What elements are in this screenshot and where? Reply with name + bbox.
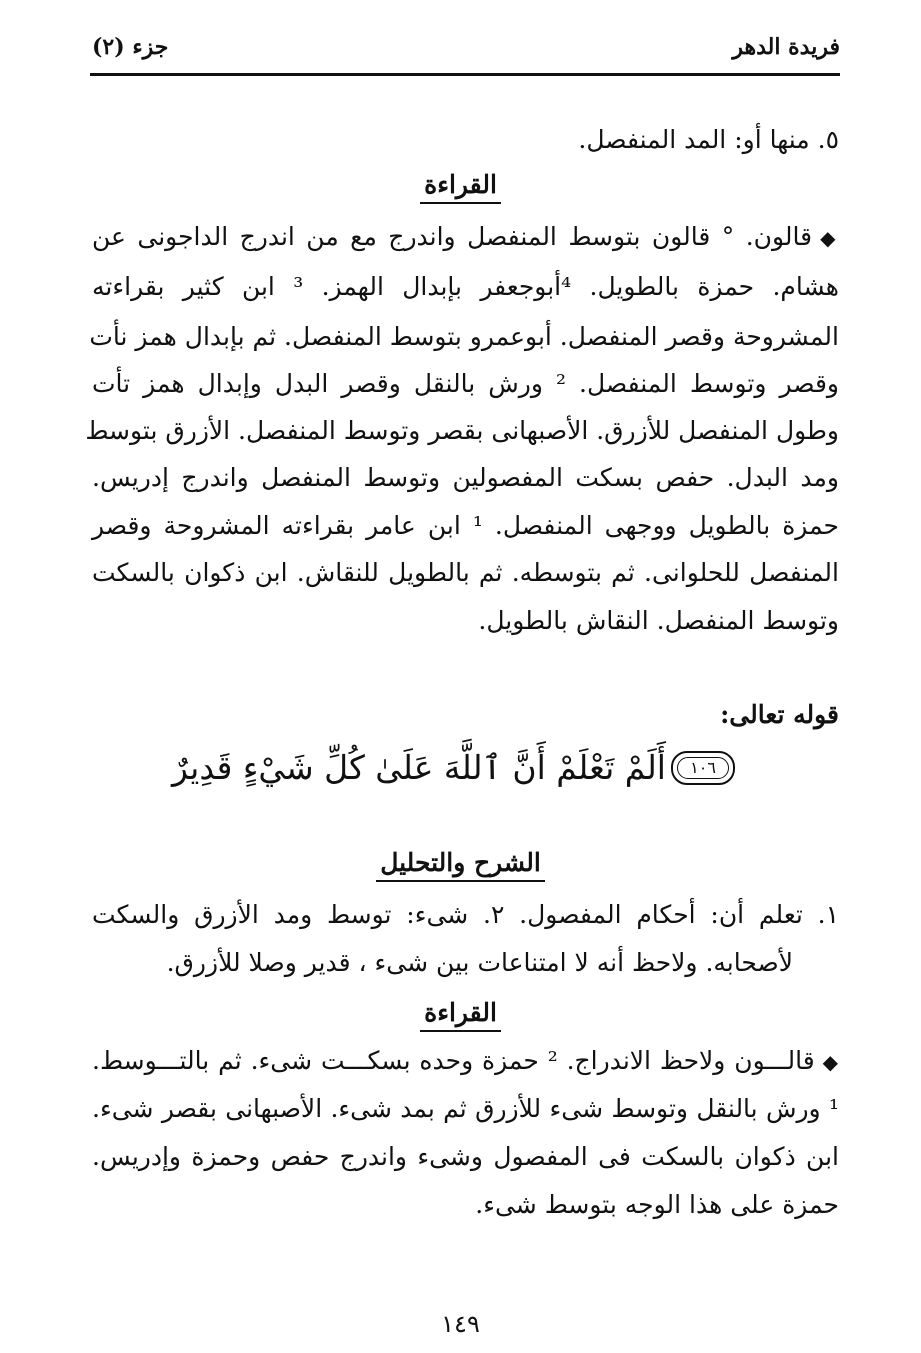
qiraa2-line-1: [92, 1046, 839, 1075]
sharh-line-1: ١. تعلم أن: أحكام المفصول. ٢. شىء: توسط ومد الأزرق والسكت: [92, 900, 839, 929]
qiraa1-line-4: وقصر وتوسط المنفصل. ² ورش بالنقل وقصر البدل وإبدال همز تأت: [92, 369, 839, 398]
item-5-line: ٥. منها أو: المد المنفصل.: [578, 125, 839, 154]
qiraa1-line-3: المشروحة وقصر المنفصل. أبوعمرو بتوسط المنفصل. ثم بإبدال همز نأت: [89, 322, 839, 351]
qiraa-heading-1-wrap: [0, 170, 921, 204]
verse-intro: قوله تعالى:: [720, 700, 839, 729]
running-header: [92, 34, 840, 68]
qiraa1-line-9: وتوسط المنفصل. النقاش بالطويل.: [478, 606, 839, 635]
qiraa-heading-1: القراءة: [420, 170, 501, 204]
book-title: فريدة الدهر: [732, 34, 840, 60]
sharh-line-2: لأصحابه. ولاحظ أنه لا امتناعات بين شىء ، قدير وصلا للأزرق.: [166, 948, 793, 977]
page-number: ١٤٩: [441, 1310, 480, 1338]
header-rule: [90, 73, 840, 76]
qiraa2-line-4: حمزة على هذا الوجه بتوسط شىء.: [475, 1190, 839, 1219]
qiraa1-line-8: المنفصل للحلوانى. ثم بتوسطه. ثم بالطويل للنقاش. ابن ذكوان بالسكت: [92, 558, 839, 587]
qiraa2-line-3: ابن ذكوان بالسكت فى المفصول وشىء واندرج حفص وحمزة وإدريس.: [92, 1142, 839, 1171]
qiraa-heading-2: القراءة: [420, 998, 501, 1032]
qiraa1-line-7: حمزة بالطويل ووجهى المنفصل. ¹ ابن عامر بقراءته المشروحة وقصر: [92, 511, 839, 540]
part-number: جزء (٢): [92, 34, 169, 60]
qiraa1-line-5: وطول المنفصل للأزرق. الأصبهانى بقصر وتوسط المنفصل. الأزرق بتوسط: [85, 416, 839, 445]
ayah-number-marker: [671, 751, 735, 785]
qiraa-heading-2-wrap: [0, 998, 921, 1032]
quran-verse: أَلَمْ تَعْلَمْ أَنَّ ٱللَّهَ عَلَىٰ كُلِّ شَيْءٍ قَدِيرٌ: [171, 748, 666, 787]
qiraa2-line-1-text: قالـــون ولاحظ الاندراج. ² حمزة وحده بسكـــت شىء. ثم بالتـــوسط.: [92, 1046, 815, 1075]
qiraa1-line-1: [92, 222, 839, 251]
diamond-bullet-icon: ◆: [820, 226, 840, 250]
diamond-bullet-icon: ◆: [822, 1050, 839, 1074]
sharh-heading-wrap: [0, 848, 921, 882]
qiraa1-line-6: ومد البدل. حفص بسكت المفصولين وتوسط المنفصل واندرج إدريس.: [92, 463, 839, 492]
sharh-heading: الشرح والتحليل: [376, 848, 545, 882]
qiraa2-line-2: ¹ ورش بالنقل وتوسط شىء للأزرق ثم بمد شىء. الأصبهانى بقصر شىء.: [92, 1094, 839, 1123]
ayah-number: ١٠٦: [690, 757, 716, 777]
qiraa1-line-2: هشام. حمزة بالطويل. ⁴أبوجعفر بإبدال الهمز. ³ ابن كثير بقراءته: [92, 272, 839, 301]
quran-verse-row: [0, 748, 921, 808]
qiraa1-line-1-text: قالون. ° قالون بتوسط المنفصل واندرج مع من اندرج الداجونى عن: [92, 222, 813, 251]
